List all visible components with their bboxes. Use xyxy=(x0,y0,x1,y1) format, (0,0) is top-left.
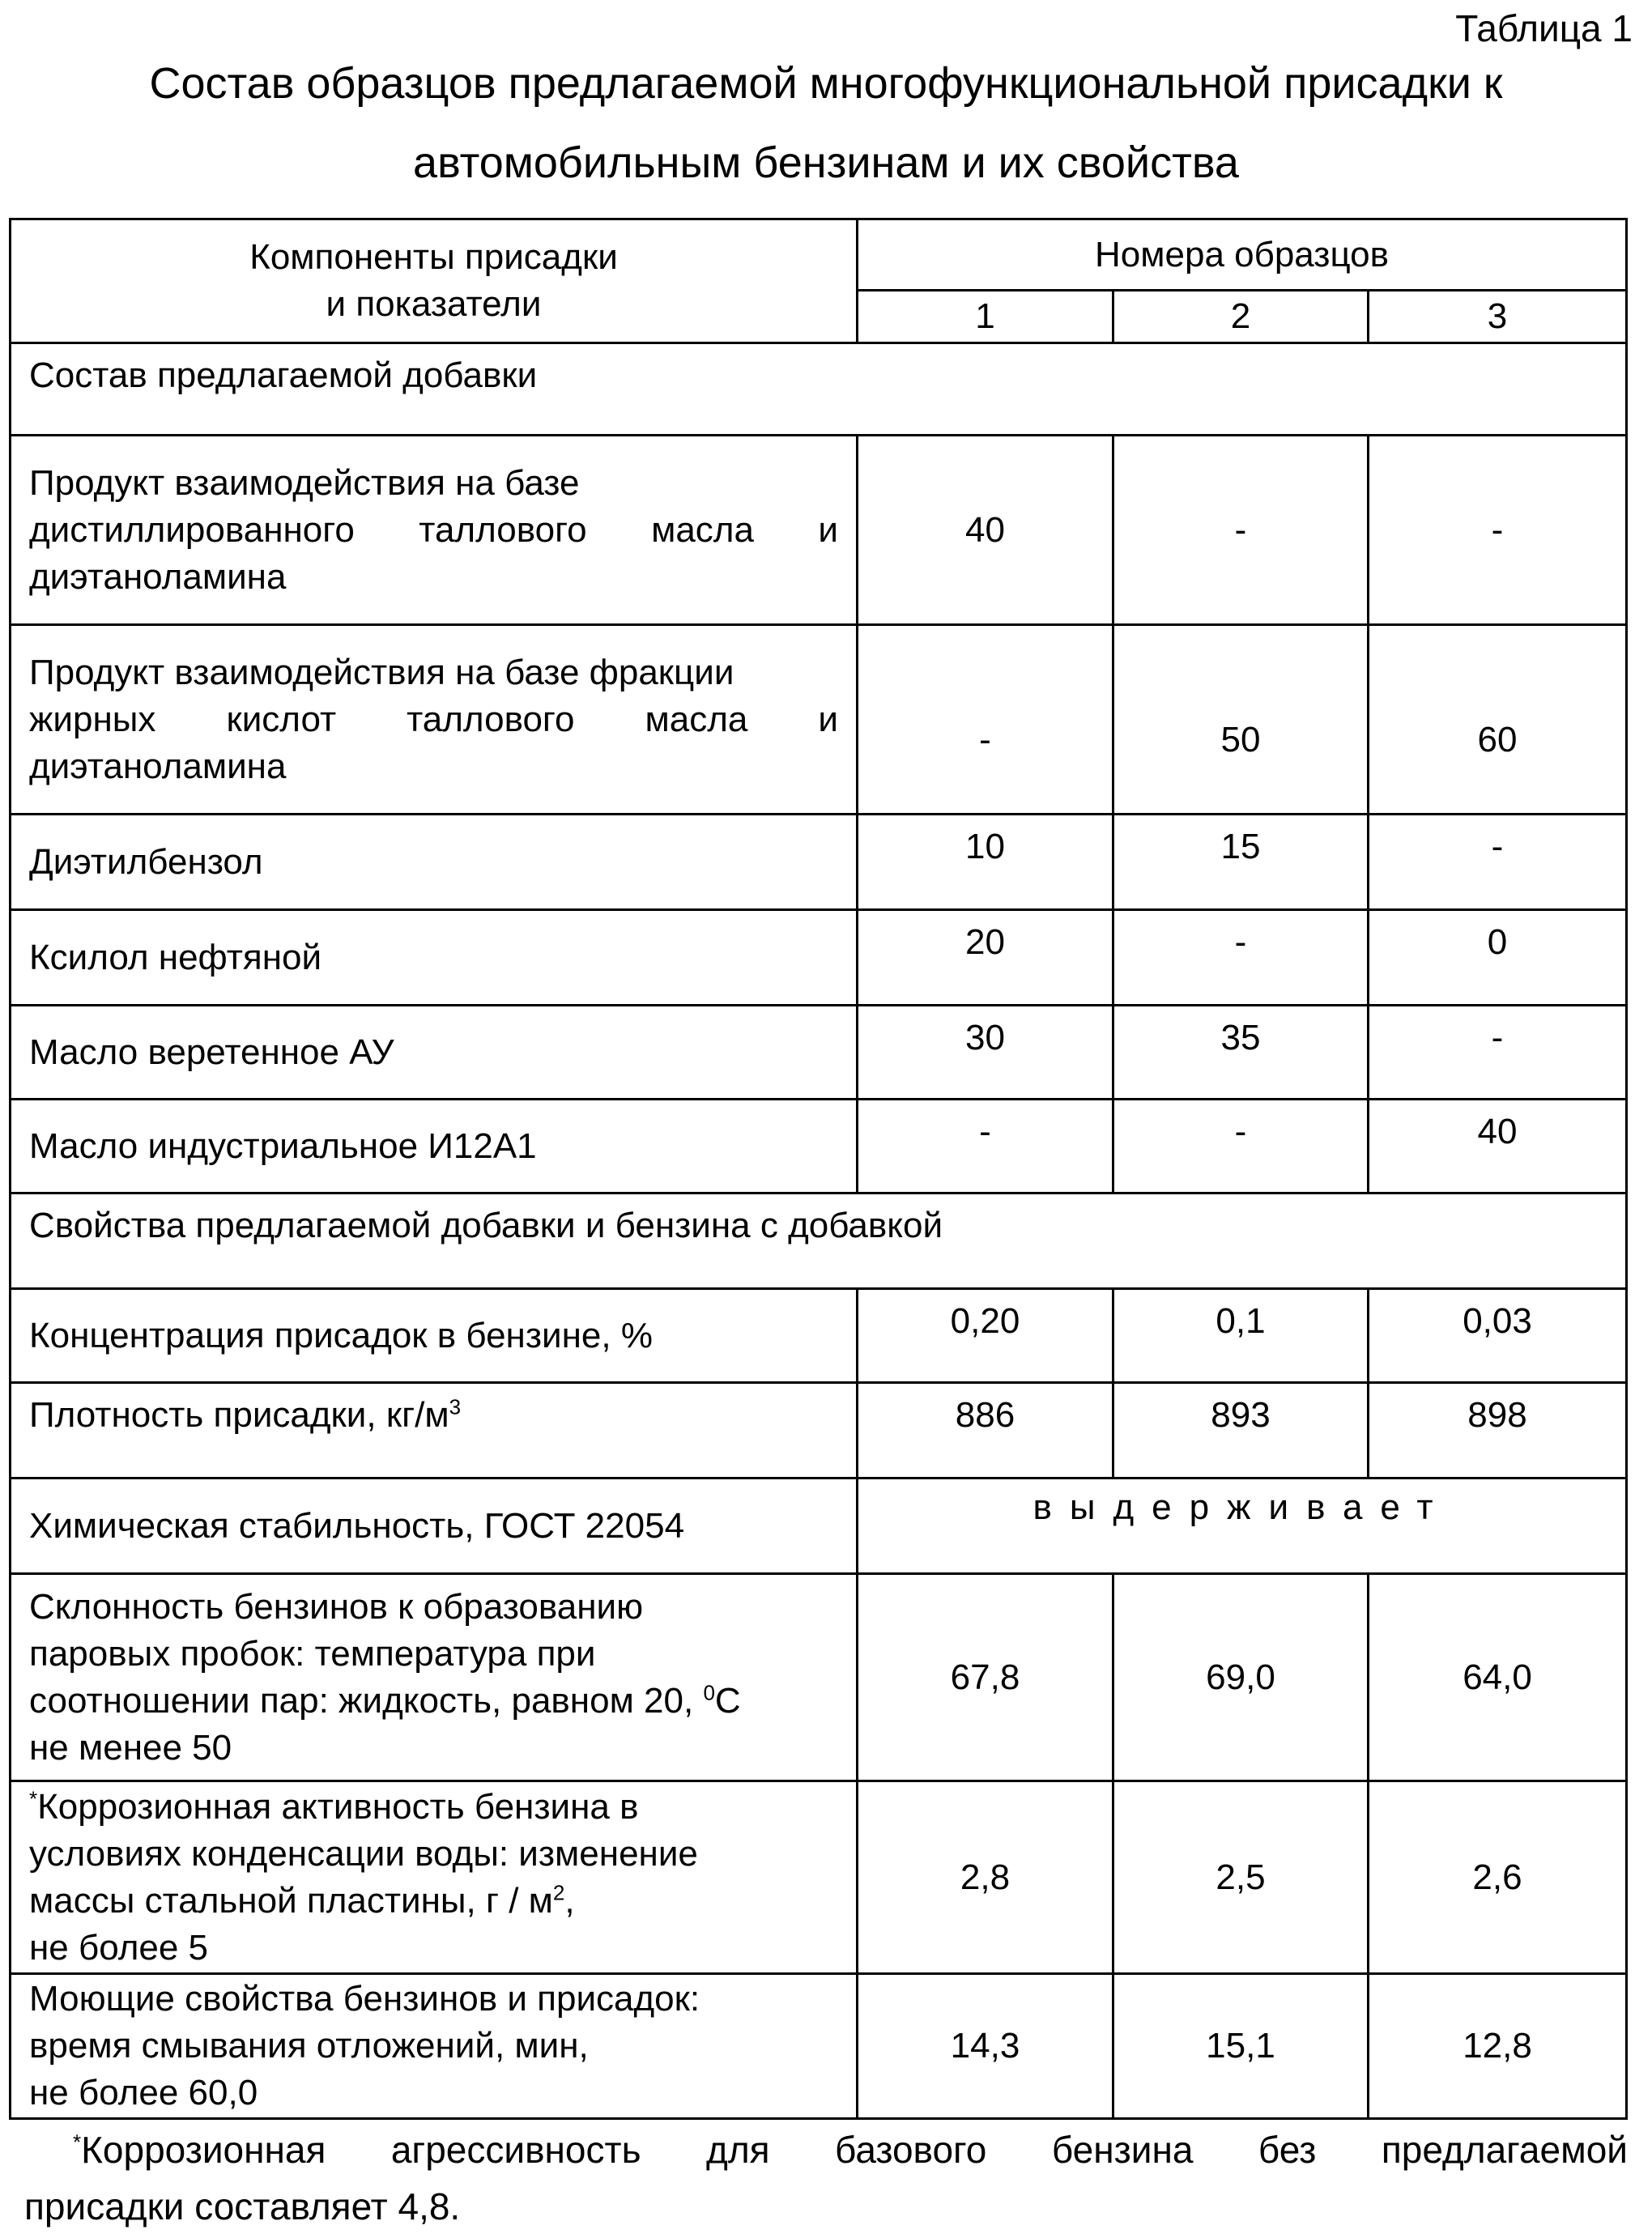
value-3: 64,0 xyxy=(1369,1574,1627,1781)
sample-number: 2 xyxy=(1113,291,1369,343)
footnote xyxy=(24,2121,1628,2235)
row-label xyxy=(11,1974,858,2119)
value-2: 893 xyxy=(1113,1383,1369,1479)
asterisk: * xyxy=(73,2130,81,2155)
label-line: не более 5 xyxy=(29,1925,838,1972)
composition-table xyxy=(9,218,1628,2120)
superscript: 2 xyxy=(553,1880,564,1904)
value-1: 2,8 xyxy=(858,1781,1113,1974)
value-1: 40 xyxy=(858,436,1113,625)
row-label: Диэтилбензол xyxy=(11,815,858,910)
row-label xyxy=(11,1781,858,1974)
table-row xyxy=(11,910,1627,1006)
value-3: 0,03 xyxy=(1369,1289,1627,1383)
value-3: 898 xyxy=(1369,1383,1627,1479)
label-line: паровых пробок: температура при xyxy=(29,1631,838,1678)
value-2: 15 xyxy=(1113,815,1369,910)
header-line: Компоненты присадки xyxy=(29,234,838,281)
row-label xyxy=(11,625,858,815)
section-properties: Свойства предлагаемой добавки и бензина с добавкой xyxy=(11,1193,1627,1289)
value-1: 14,3 xyxy=(858,1974,1113,2119)
header-samples: Номера образцов xyxy=(858,219,1627,291)
stability-value: выдерживает xyxy=(858,1479,1627,1574)
value-2: - xyxy=(1113,910,1369,1006)
label-line: соотношении пар: жидкость, равном 20, xyxy=(29,1681,703,1721)
row-label: Концентрация присадок в бензине, % xyxy=(11,1289,858,1383)
footnote-text: Коррозионная агрессивность для базового бензина без предлагаемой xyxy=(81,2129,1628,2171)
value-1: 886 xyxy=(858,1383,1113,1479)
label-text: Плотность присадки, кг/м xyxy=(29,1395,449,1435)
value-1: - xyxy=(858,1100,1113,1193)
row-label xyxy=(11,436,858,625)
table-row xyxy=(11,1781,1627,1974)
value-2: 69,0 xyxy=(1113,1574,1369,1781)
label-line: условиях конденсации воды: изменение xyxy=(29,1831,838,1878)
superscript: 0 xyxy=(703,1680,714,1704)
superscript: 3 xyxy=(449,1394,461,1419)
table-row xyxy=(11,1289,1627,1383)
table-row xyxy=(11,1006,1627,1100)
table-row xyxy=(11,1574,1627,1781)
row-label: Масло индустриальное И12А1 xyxy=(11,1100,858,1193)
value-2: - xyxy=(1113,1100,1369,1193)
table-row xyxy=(11,815,1627,910)
value-1: 20 xyxy=(858,910,1113,1006)
value-3: 0 xyxy=(1369,910,1627,1006)
label-line: время смывания отложений, мин, xyxy=(29,2023,838,2070)
table-row xyxy=(11,1100,1627,1193)
value-2: 0,1 xyxy=(1113,1289,1369,1383)
label-line: Склонность бензинов к образованию xyxy=(29,1584,838,1631)
value-3: - xyxy=(1369,815,1627,910)
table-title-line-2: автомобильным бензинам и их свойства xyxy=(0,138,1652,188)
table-row xyxy=(11,1479,1627,1574)
table-row xyxy=(11,436,1627,625)
row-label: Ксилол нефтяной xyxy=(11,910,858,1006)
unit: С xyxy=(715,1681,741,1721)
header-line: и показатели xyxy=(29,281,838,328)
value-1: 10 xyxy=(858,815,1113,910)
table-row xyxy=(11,625,1627,815)
value-3: 12,8 xyxy=(1369,1974,1627,2119)
value-2: 2,5 xyxy=(1113,1781,1369,1974)
asterisk: * xyxy=(29,1786,37,1810)
sample-number: 1 xyxy=(858,291,1113,343)
value-1: 30 xyxy=(858,1006,1113,1100)
value-3: 40 xyxy=(1369,1100,1627,1193)
value-3: - xyxy=(1369,436,1627,625)
row-label: Химическая стабильность, ГОСТ 22054 xyxy=(11,1479,858,1574)
value-2: - xyxy=(1113,436,1369,625)
value-1: 67,8 xyxy=(858,1574,1113,1781)
label-line: Коррозионная активность бензина в xyxy=(37,1787,638,1827)
footnote-line-2: присадки составляет 4,8. xyxy=(24,2178,1628,2235)
label-line: не менее 50 xyxy=(29,1725,838,1772)
value-2: 50 xyxy=(1113,625,1369,815)
value-2: 15,1 xyxy=(1113,1974,1369,2119)
label-line: диэтаноламина xyxy=(29,743,838,790)
label-line: Продукт взаимодействия на базе xyxy=(29,460,838,507)
header-components xyxy=(11,219,858,343)
label-line: Моющие свойства бензинов и присадок: xyxy=(29,1976,838,2023)
table-number: Таблица 1 xyxy=(1455,6,1633,50)
row-label: Масло веретенное АУ xyxy=(11,1006,858,1100)
table-title-line-1: Состав образцов предлагаемой многофункциональной присадки к xyxy=(0,58,1652,108)
label-line: Продукт взаимодействия на базе фракции xyxy=(29,649,838,696)
label-line: диэтаноламина xyxy=(29,554,838,601)
table-row xyxy=(11,1383,1627,1479)
value-3: - xyxy=(1369,1006,1627,1100)
punctuation: , xyxy=(564,1881,574,1921)
section-composition: Состав предлагаемой добавки xyxy=(11,343,1627,436)
label-line: массы стальной пластины, г / м xyxy=(29,1881,553,1921)
footnote-line-1 xyxy=(24,2121,1628,2178)
row-label xyxy=(11,1383,858,1479)
label-line: не более 60,0 xyxy=(29,2070,838,2117)
value-3: 2,6 xyxy=(1369,1781,1627,1974)
value-3: 60 xyxy=(1369,625,1627,815)
sample-number: 3 xyxy=(1369,291,1627,343)
value-1: - xyxy=(858,625,1113,815)
table-row xyxy=(11,1974,1627,2119)
label-line: дистиллированного таллового масла и xyxy=(29,507,838,554)
value-2: 35 xyxy=(1113,1006,1369,1100)
value-1: 0,20 xyxy=(858,1289,1113,1383)
row-label xyxy=(11,1574,858,1781)
label-line: жирных кислот таллового масла и xyxy=(29,696,838,743)
